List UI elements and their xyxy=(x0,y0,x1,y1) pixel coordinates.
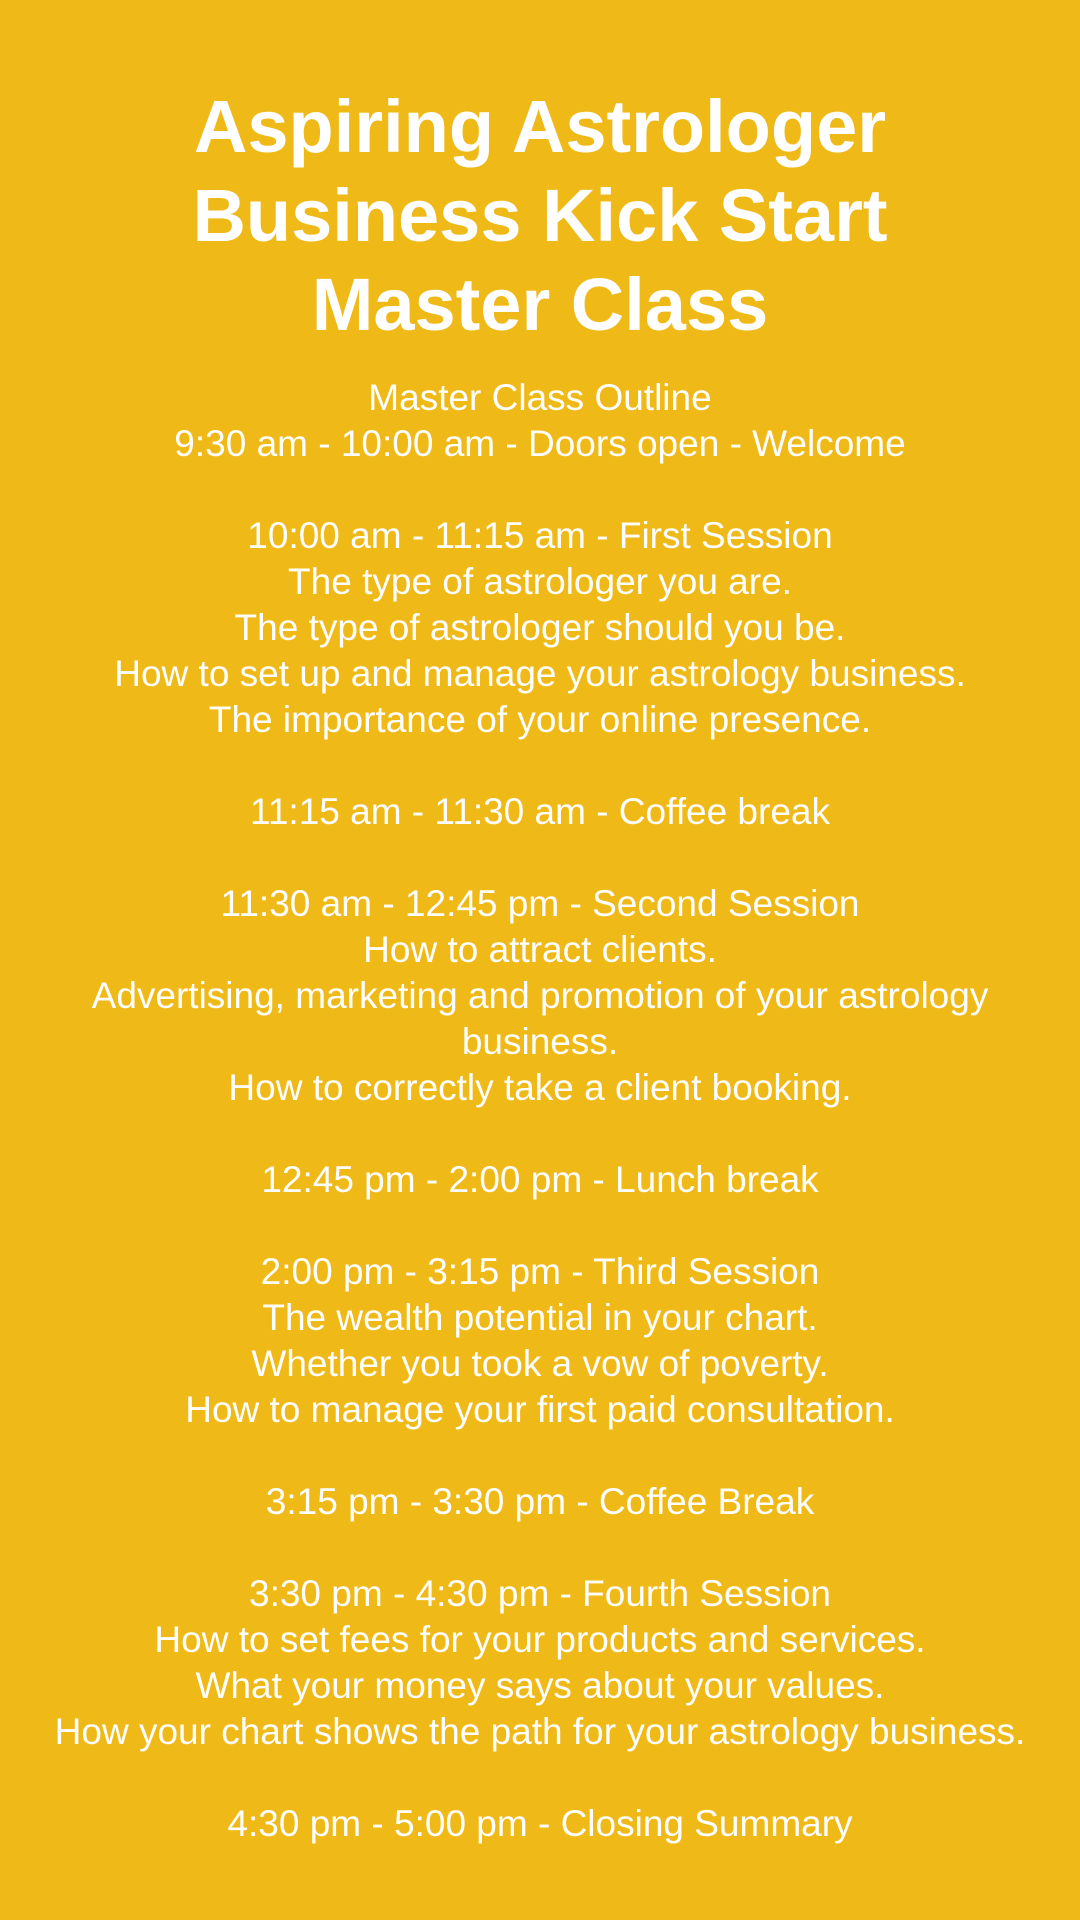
schedule-block xyxy=(50,1249,1030,1433)
schedule-block xyxy=(50,1571,1030,1755)
schedule-time: 9:30 am - 10:00 am - Doors open - Welcome xyxy=(174,423,906,464)
class-outline xyxy=(50,375,1030,1847)
schedule-time: 12:45 pm - 2:00 pm - Lunch break xyxy=(261,1159,819,1200)
block-spacer xyxy=(50,467,1030,513)
block-spacer xyxy=(50,1203,1030,1249)
session-topic: The importance of your online presence. xyxy=(208,699,872,740)
block-spacer xyxy=(50,1433,1030,1479)
schedule-block xyxy=(50,1801,1030,1847)
session-topic: How to set up and manage your astrology business. xyxy=(114,653,966,694)
block-spacer xyxy=(50,1111,1030,1157)
block-spacer xyxy=(50,835,1030,881)
block-spacer xyxy=(50,1525,1030,1571)
session-topic: What your money says about your values. xyxy=(195,1665,885,1706)
schedule-time: 4:30 pm - 5:00 pm - Closing Summary xyxy=(227,1803,853,1844)
schedule-time: 11:30 am - 12:45 pm - Second Session xyxy=(220,883,860,924)
schedule-block xyxy=(50,1479,1030,1525)
block-spacer xyxy=(50,1755,1030,1801)
session-topic: How to attract clients. xyxy=(363,929,717,970)
session-topic: The type of astrologer you are. xyxy=(288,561,792,602)
schedule-time: 11:15 am - 11:30 am - Coffee break xyxy=(250,791,830,832)
schedule-block xyxy=(50,1157,1030,1203)
schedule-time: 3:15 pm - 3:30 pm - Coffee Break xyxy=(265,1481,815,1522)
schedule-time: 2:00 pm - 3:15 pm - Third Session xyxy=(260,1251,820,1292)
schedule-time: 3:30 pm - 4:30 pm - Fourth Session xyxy=(249,1573,831,1614)
session-topic: The type of astrologer should you be. xyxy=(234,607,846,648)
session-topic: Whether you took a vow of poverty. xyxy=(251,1343,829,1384)
session-topic: The wealth potential in your chart. xyxy=(262,1297,818,1338)
block-spacer xyxy=(50,743,1030,789)
outline-heading: Master Class Outline xyxy=(368,377,712,418)
title-line: Business Kick Start xyxy=(192,174,888,257)
title-line: Aspiring Astrologer xyxy=(193,85,887,168)
schedule-block xyxy=(50,513,1030,743)
session-topic: How to set fees for your products and services. xyxy=(154,1619,926,1660)
schedule-block xyxy=(50,881,1030,1111)
schedule-time: 10:00 am - 11:15 am - First Session xyxy=(247,515,833,556)
session-topic: Advertising, marketing and promotion of your astrology business. xyxy=(91,975,989,1062)
session-topic: How your chart shows the path for your astrology business. xyxy=(54,1711,1026,1752)
schedule-block xyxy=(50,789,1030,835)
session-topic: How to correctly take a client booking. xyxy=(228,1067,852,1108)
schedule-block xyxy=(50,421,1030,467)
page-title xyxy=(50,0,1030,349)
title-line: Master Class xyxy=(311,263,769,346)
session-topic: How to manage your first paid consultation. xyxy=(185,1389,895,1430)
